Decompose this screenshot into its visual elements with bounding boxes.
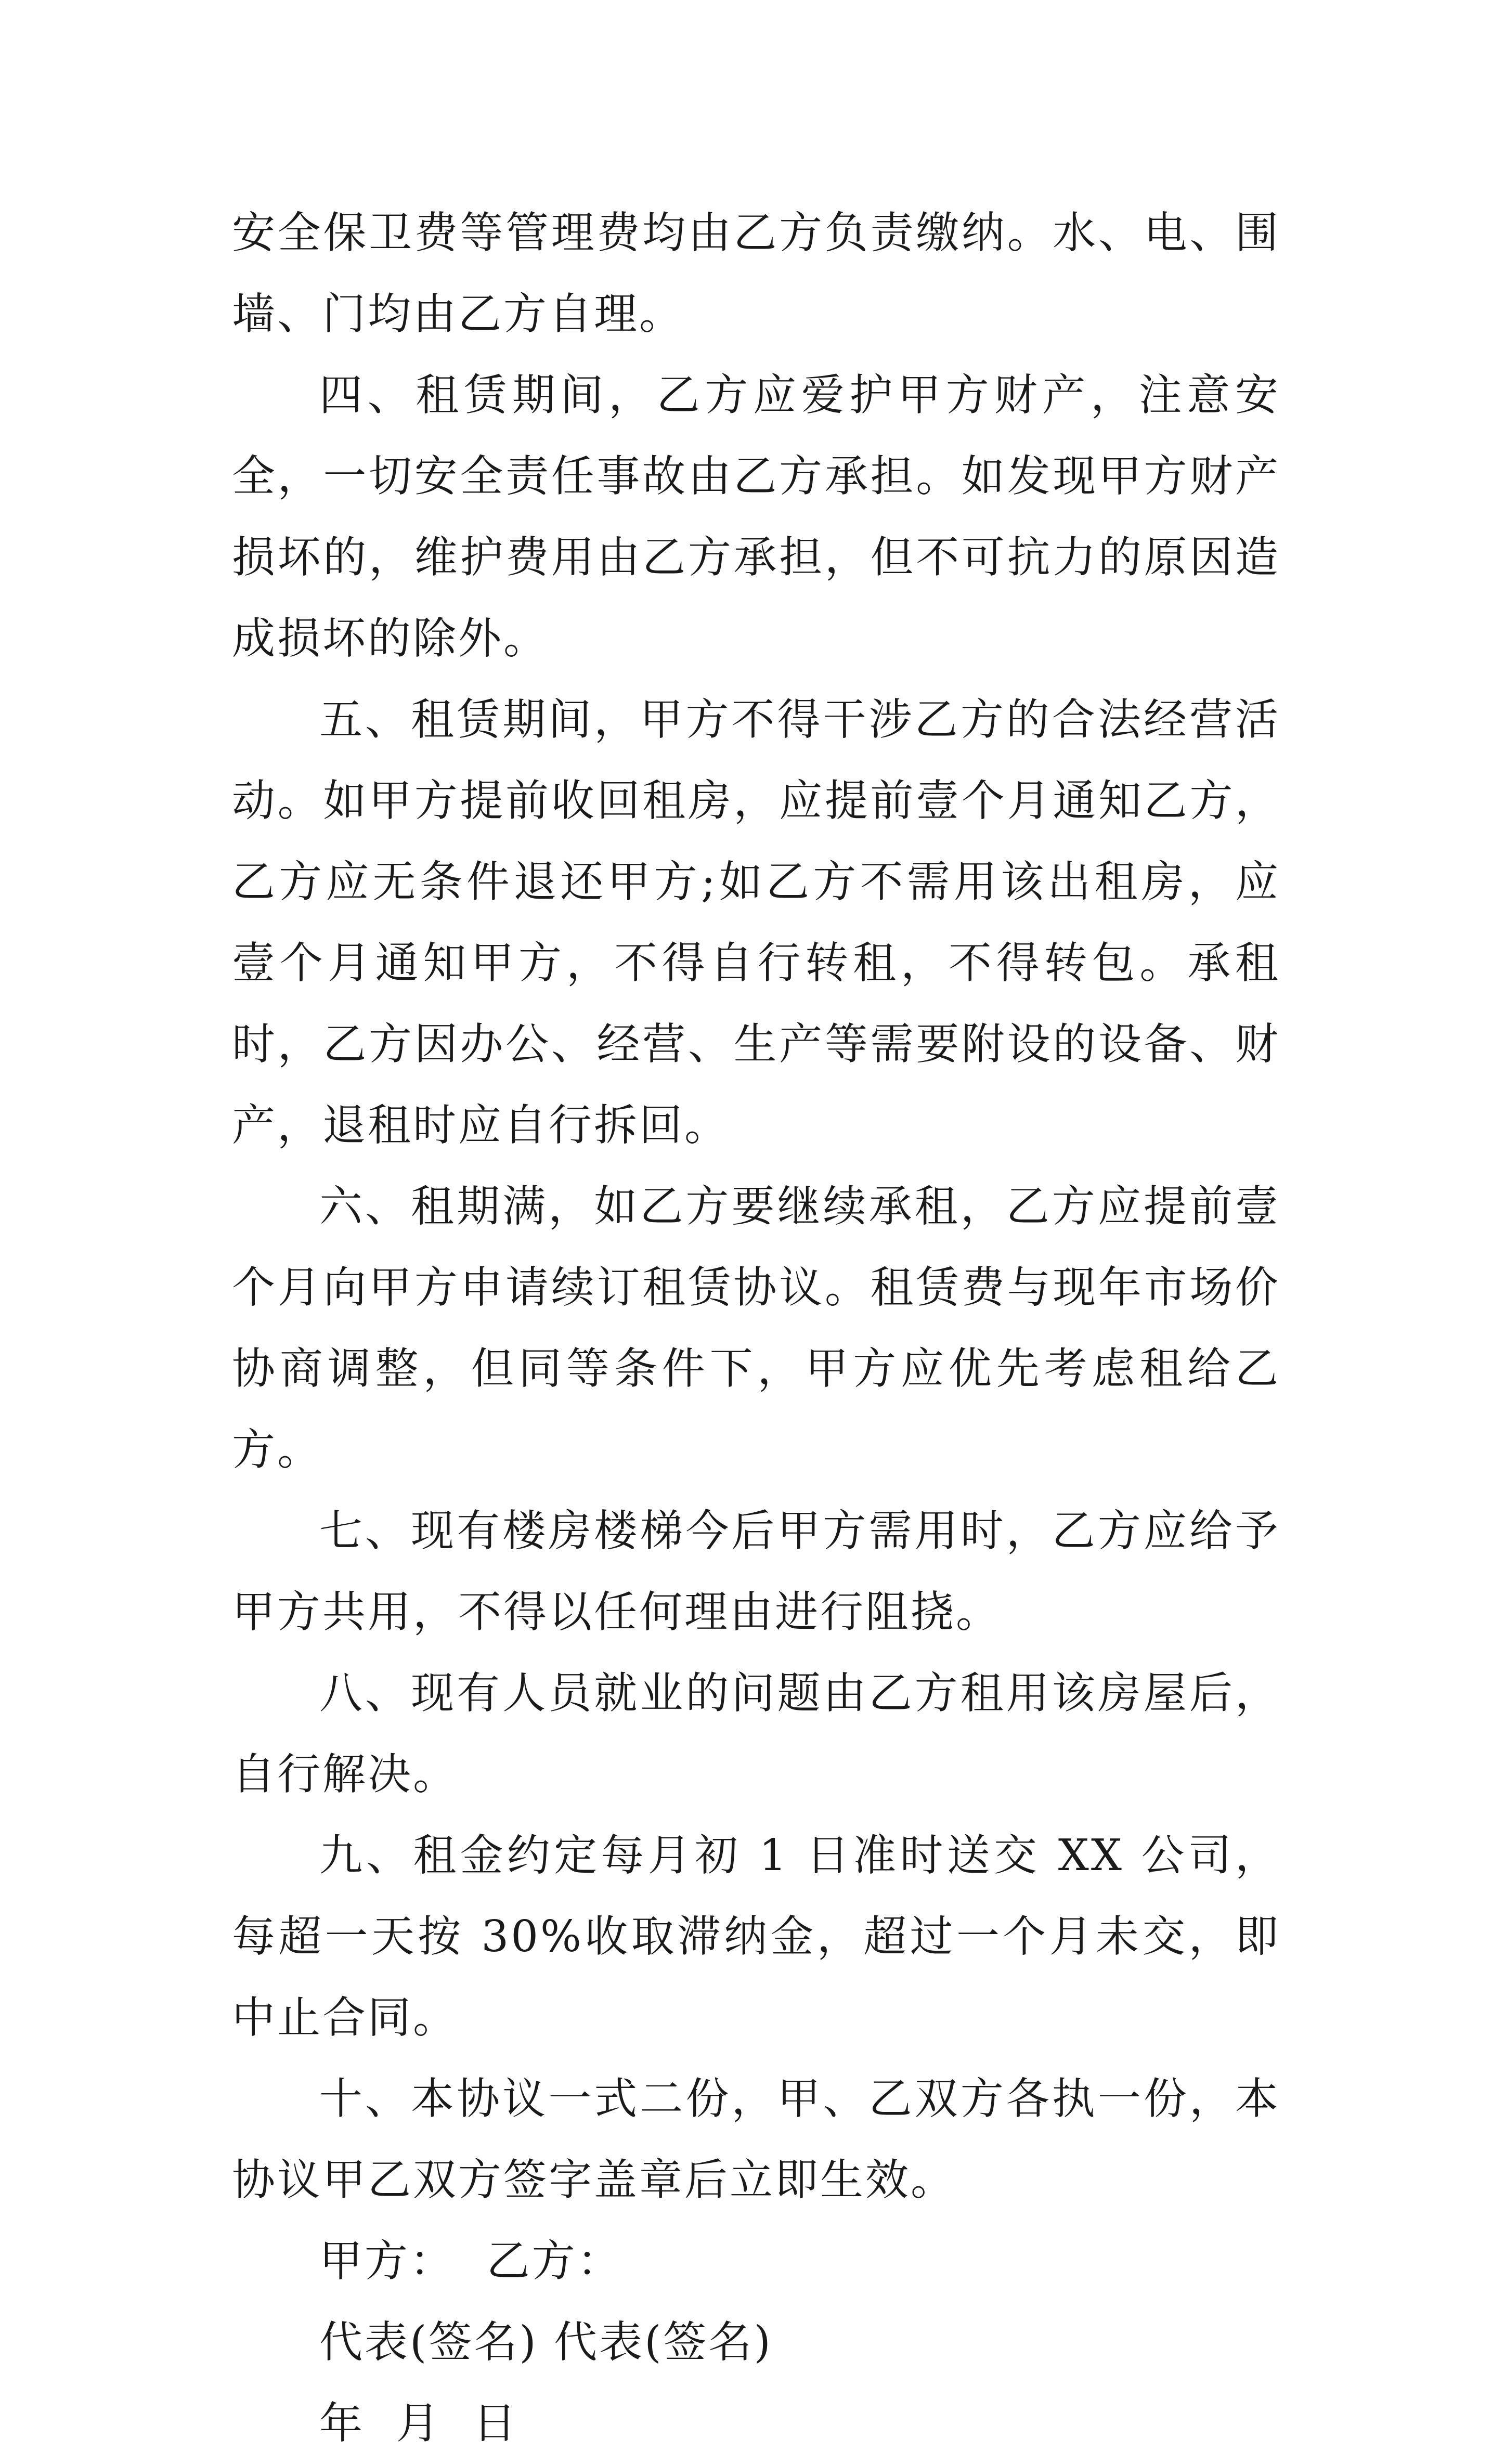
signature-date-line: 年 月 日 <box>319 2398 518 2448</box>
paragraph-clause-9: 九、租金约定每月初 1 日准时送交 XX 公司，每超一天按 30%收取滞纳金，超过一个月未交，即中止合同。 <box>232 1830 1280 2043</box>
paragraph-clause-5: 五、租赁期间，甲方不得干涉乙方的合法经营活动。如甲方提前收回租房，应提前壹个月通知乙方，乙方应无条件退还甲方;如乙方不需用该出租房，应壹个月通知甲方，不得自行转租，不得转包。承租时，乙方因办公、经营、生产等需要附设的设备、财产，退租时应自行拆回。 <box>232 694 1280 1150</box>
paragraph-fee-clause-continued: 安全保卫费等管理费均由乙方负责缴纳。水、电、围墙、门均由乙方自理。 <box>232 208 1280 339</box>
paragraph-clause-6: 六、租期满，如乙方要继续承租，乙方应提前壹个月向甲方申请续订租赁协议。租赁费与现年市场价协商调整，但同等条件下，甲方应优先考虑租给乙方。 <box>232 1181 1280 1475</box>
paragraph-clause-4: 四、租赁期间，乙方应爱护甲方财产，注意安全，一切安全责任事故由乙方承担。如发现甲方财产损坏的，维护费用由乙方承担，但不可抗力的原因造成损坏的除外。 <box>232 370 1280 664</box>
paragraph-clause-10: 十、本协议一式二份，甲、乙双方各执一份，本协议甲乙双方签字盖章后立即生效。 <box>232 2073 1280 2205</box>
document-body <box>232 192 1280 2464</box>
signature-representative-line: 代表(签名) 代表(签名) <box>319 2317 773 2367</box>
signature-parties-line: 甲方： 乙方： <box>319 2236 622 2286</box>
paragraph-clause-7: 七、现有楼房楼梯今后甲方需用时，乙方应给予甲方共用，不得以任何理由进行阻挠。 <box>232 1506 1280 1637</box>
paragraph-clause-8: 八、现有人员就业的问题由乙方租用该房屋后，自行解决。 <box>232 1668 1280 1799</box>
